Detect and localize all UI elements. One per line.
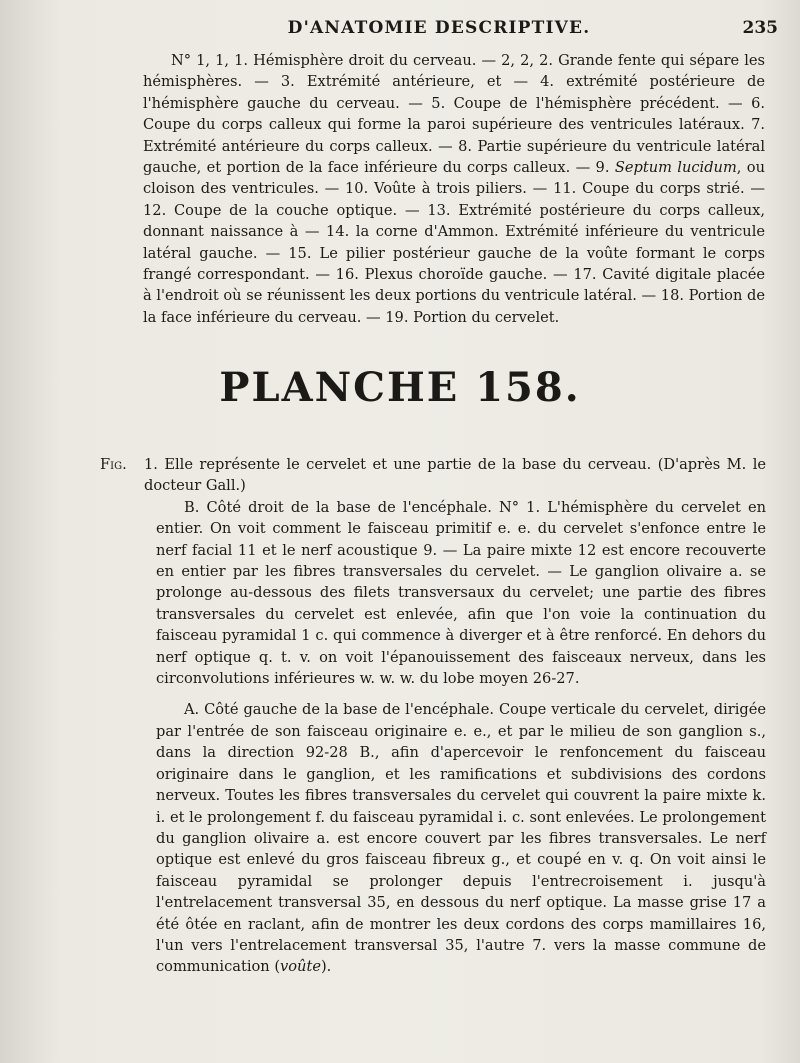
paragraph-a-text: A. Côté gauche de la base de l'encéphale. Coupe verticale du cervelet, dirigée par l'entrée de son faisceau originaire e. e., et par le milieu de son ganglion s., dans la direction 92-28 B., afin d'apercevoir le renfoncement du faisceau originaire dans le ganglion, et les ramifications et subdivisions des cordons nerveux. Toutes les fibres transversales du cervelet qui couvrent la paire mixte k. i. et le prolongement f. du faisceau pyramidal i. c. sont enlevées. Le prolongement du ganglion olivaire a. est encore couvert par les fibres transversales. Le nerf optique est enlevé du gros faisceau fibreux g., et coupé en v. q. On voit ainsi le faisceau pyramidal se prolonger depuis l'entrecroisement i. jusqu'à l'entrelacement transversal 35, en dessous du nerf optique. La masse grise 17 a été ôtée en raclant, afin de montrer les deux cordons des corps mamillaires 16, l'un vers l'entrelacement transversal 35, l'autre 7. vers la masse commune de communication ( [156,701,766,976]
paragraph-a-end: ). [320,958,332,976]
figure-1-row [100,454,766,497]
legend-text: N° 1, 1, 1. Hémisphère droit du cerveau. — 2, 2, 2. Grande fente qui sépare les hémisphères. — 3. Extrémité antérieure, et — 4. extrémité postérieure de l'hémisphère gauche du cerveau. — 5. Coupe de l'hémisphère précédent. — 6. Coupe du corps calleux qui forme la paroi supérieure des ventricules latéraux. 7. Extrémité antérieure du corps calleux. — 8. Partie supérieure du ventricule latéral gauche, et portion de la face inférieure du corps calleux. — 9. [143,52,765,177]
plate-legend [143,50,765,328]
paragraph-b: B. Côté droit de la base de l'encéphale. N° 1. L'hémisphère du cervelet en entier. On voit comment le faisceau primitif e. e. du cervelet s'enfonce entre le nerf facial 11 et le nerf acoustique 9. — La paire mixte 12 est encore recouverte en entier par les fibres transversales du cervelet. — Le ganglion olivaire a. se prolonge au-dessous des filets transversaux du cervelet; une partie des fibres transversales du cervelet est enlevée, afin que l'on voie la continuation du faisceau pyramidal 1 c. qui commence à diverger et à être renforcé. En dehors du nerf optique q. t. v. on voit l'épanouissement des faisceaux nerveux, dans les circonvolutions inférieures w. w. w. du lobe moyen 26-27. [156,498,766,688]
page-header [100,18,778,44]
paragraph-a [156,699,766,977]
figure-label: Fig. [100,456,127,473]
legend-text-continued: , ou cloison des ventricules. — 10. Voûte à trois piliers. — 11. Coupe du corps strié. — 12. Coupe de la couche optique. — 13. Extrémité postérieure du corps calleux, donnant naissance à — 14. la corne d'Ammon. Extrémité inférieure du ventricule latéral gauche. — 15. Le pilier postérieur gauche de la voûte formant le corps frangé correspondant. — 16. Plexus choroïde gauche. — 17. Cavité digitale placée à l'endroit où se réunissent les deux portions du ventricule latéral. — 18. Portion de la face inférieure du cerveau. — 19. Portion du cervelet. [143,159,765,326]
figure-description [100,454,766,978]
legend-paragraph [143,50,765,328]
plate-title: PLANCHE 158. [219,364,581,411]
legend-italic-term: Septum lucidum [614,159,737,177]
figure-body [156,497,766,978]
figure-1-text: 1. Elle représente le cervelet et une partie de la base du cerveau. (D'après M. le docteur Gall.) [144,456,766,495]
running-title: D'ANATOMIE DESCRIPTIVE. [287,18,591,38]
paragraph-a-italic: voûte [280,958,321,976]
page-number: 235 [742,18,778,38]
